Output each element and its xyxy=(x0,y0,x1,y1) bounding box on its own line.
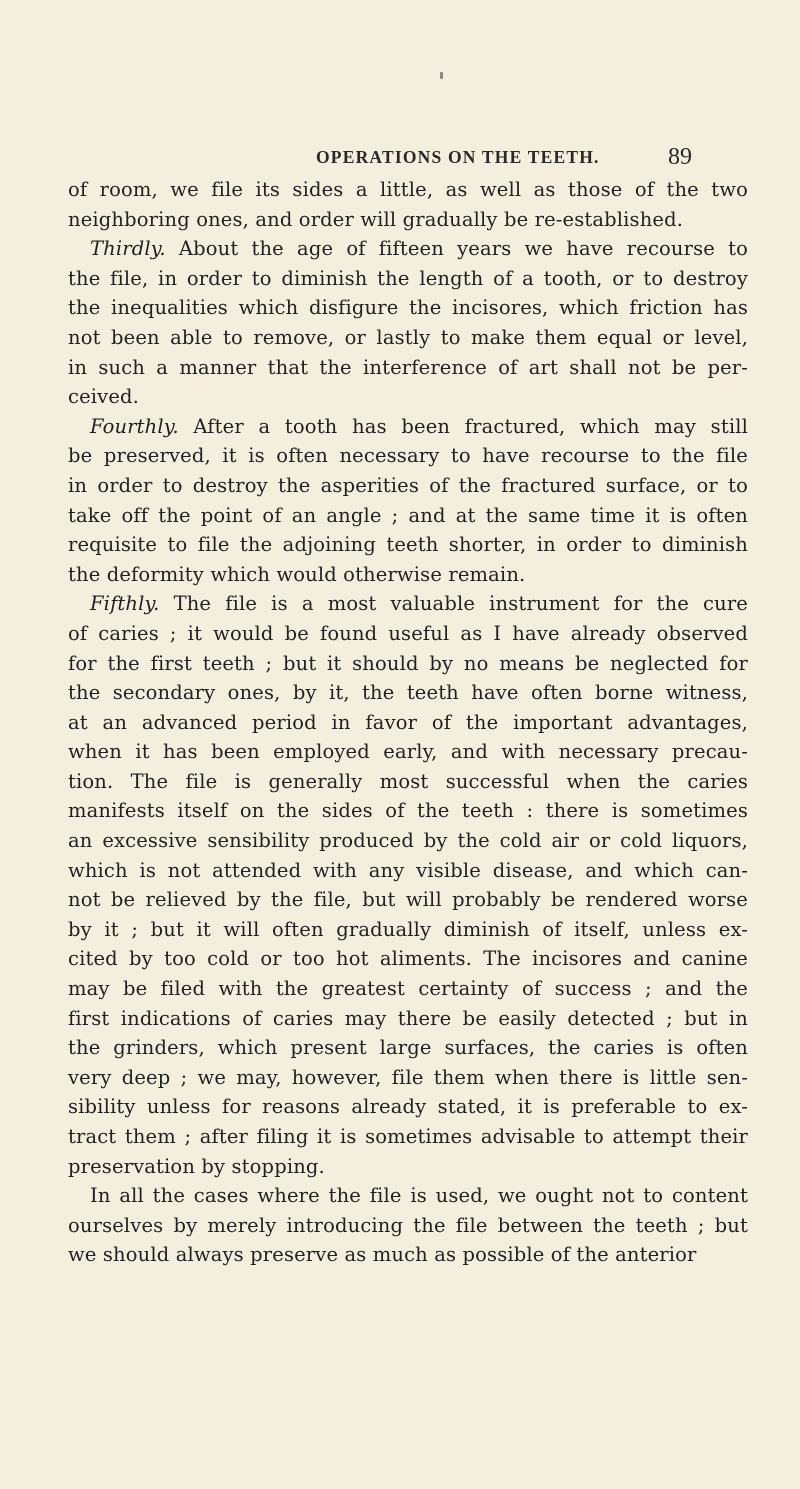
text-line xyxy=(68,649,748,679)
line-text: The file is a most valuable instrument for the cure xyxy=(159,592,748,616)
text-line xyxy=(68,412,748,442)
line-text: may be filed with the greatest certainty of success ; and the xyxy=(68,977,748,1001)
line-text: tion. The file is generally most successful when the caries xyxy=(68,769,748,793)
text-line xyxy=(68,589,748,619)
text-line xyxy=(68,856,748,886)
text-line xyxy=(68,560,748,590)
line-text: After a tooth has been fractured, which may still xyxy=(178,414,748,438)
running-head: OPERATIONS ON THE TEETH. xyxy=(316,147,600,167)
paragraph-lead: Fourthly. xyxy=(90,414,179,438)
page-number: 89 xyxy=(668,144,692,170)
text-line xyxy=(68,1033,748,1063)
line-text: neighboring ones, and order will gradually be re-established. xyxy=(68,207,684,231)
line-text: very deep ; we may, however, file them when there is little sen- xyxy=(68,1065,748,1089)
text-line xyxy=(68,353,748,383)
line-text: the inequalities which disfigure the incisores, which friction has xyxy=(68,296,748,320)
body-text xyxy=(68,175,748,1270)
text-line xyxy=(68,737,748,767)
line-text: which is not attended with any visible disease, and which can- xyxy=(68,858,748,882)
line-text: of caries ; it would be found useful as I have already observed xyxy=(68,621,748,645)
print-speck xyxy=(440,72,443,79)
text-line xyxy=(68,1004,748,1034)
line-text: for the first teeth ; but it should by no means be neglected for xyxy=(68,651,748,675)
line-text: preservation by stopping. xyxy=(68,1154,325,1178)
line-text: when it has been employed early, and with necessary precau- xyxy=(68,740,748,764)
text-line xyxy=(68,885,748,915)
line-text: ourselves by merely introducing the file between the teeth ; but xyxy=(68,1213,748,1237)
line-text: not been able to remove, or lastly to make them equal or level, xyxy=(68,325,748,349)
page-header xyxy=(0,144,800,174)
line-text: ceived. xyxy=(68,385,139,409)
text-line xyxy=(68,175,748,205)
text-line xyxy=(68,1240,748,1270)
text-line xyxy=(68,530,748,560)
text-line xyxy=(68,323,748,353)
text-line xyxy=(68,767,748,797)
line-text: sibility unless for reasons already stated, it is preferable to ex- xyxy=(68,1095,748,1119)
text-line xyxy=(68,264,748,294)
line-text: not be relieved by the file, but will probably be rendered worse xyxy=(68,888,748,912)
text-line xyxy=(68,441,748,471)
line-text: be preserved, it is often necessary to have recourse to the file xyxy=(68,444,748,468)
text-line xyxy=(68,678,748,708)
paragraph-lead: Thirdly. xyxy=(90,237,166,261)
text-line xyxy=(68,471,748,501)
text-line xyxy=(68,944,748,974)
line-text: In all the cases where the file is used, we ought not to content xyxy=(90,1184,748,1208)
text-line xyxy=(68,234,748,264)
text-line xyxy=(68,826,748,856)
line-text: the grinders, which present large surfaces, the caries is often xyxy=(68,1036,748,1060)
line-text: take off the point of an angle ; and at the same time it is often xyxy=(68,503,748,527)
text-line xyxy=(68,708,748,738)
text-line xyxy=(68,1063,748,1093)
text-line xyxy=(68,1122,748,1152)
line-text: we should always preserve as much as possible of the anterior xyxy=(68,1243,697,1267)
line-text: the secondary ones, by it, the teeth have often borne witness, xyxy=(68,681,748,705)
line-text: of room, we file its sides a little, as well as those of the two xyxy=(68,178,748,201)
text-line xyxy=(68,1152,748,1182)
text-line xyxy=(68,796,748,826)
text-line xyxy=(68,915,748,945)
line-text: tract them ; after filing it is sometimes advisable to attempt their xyxy=(68,1125,748,1148)
line-text: in such a manner that the interference of art shall not be per- xyxy=(68,355,748,379)
line-text: manifests itself on the sides of the teeth : there is sometimes xyxy=(68,799,748,823)
text-line xyxy=(68,205,748,235)
text-line xyxy=(68,1211,748,1241)
line-text: an excessive sensibility produced by the cold air or cold liquors, xyxy=(68,829,748,853)
line-text: at an advanced period in favor of the important advantages, xyxy=(68,710,748,734)
text-line xyxy=(68,1181,748,1211)
line-text: by it ; but it will often gradually diminish of itself, unless ex- xyxy=(68,917,748,941)
text-line xyxy=(68,974,748,1004)
line-text: requisite to file the adjoining teeth shorter, in order to diminish xyxy=(68,533,748,557)
line-text: the deformity which would otherwise remain. xyxy=(68,562,526,586)
text-line xyxy=(68,501,748,531)
text-line xyxy=(68,382,748,412)
line-text: in order to destroy the asperities of the fractured surface, or to xyxy=(68,473,748,497)
text-line xyxy=(68,1092,748,1122)
text-line xyxy=(68,293,748,323)
line-text: first indications of caries may there be easily detected ; but in xyxy=(68,1006,748,1030)
paragraph-lead: Fifthly. xyxy=(90,592,160,616)
line-text: cited by too cold or too hot aliments. The incisores and canine xyxy=(68,947,748,971)
line-text: the file, in order to diminish the length of a tooth, or to destroy xyxy=(68,266,748,290)
line-text: About the age of fifteen years we have recourse to xyxy=(165,237,748,261)
text-line xyxy=(68,619,748,649)
